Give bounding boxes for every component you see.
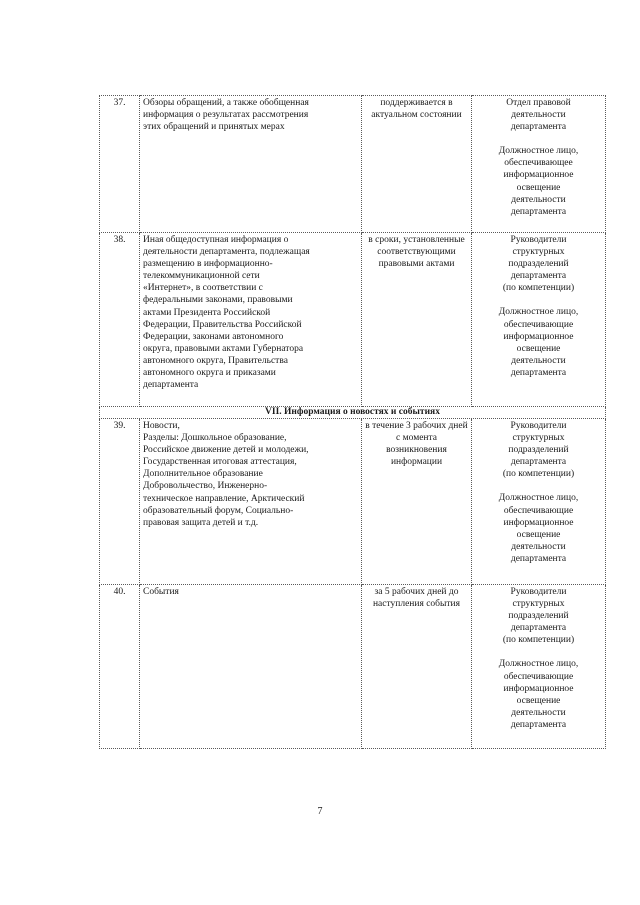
info-table bbox=[99, 95, 606, 749]
desc-line: правовая защита детей и т.д. bbox=[143, 517, 259, 528]
row-term: за 5 рабочих дней до наступления события bbox=[362, 585, 472, 749]
row-responsible bbox=[472, 96, 606, 233]
resp-line: освещение bbox=[516, 529, 561, 540]
desc-line: техническое направление, Арктический bbox=[143, 493, 305, 504]
desc-line: информация о результатах рассмотрения bbox=[143, 110, 309, 121]
resp-line: Руководители bbox=[510, 235, 567, 245]
resp-line: деятельности bbox=[511, 355, 566, 366]
desc-line: События bbox=[143, 587, 179, 597]
resp-line: информационное bbox=[503, 683, 574, 694]
row-responsible bbox=[472, 419, 606, 585]
row-number: 39. bbox=[100, 419, 140, 585]
resp-line: департамента bbox=[510, 719, 567, 730]
table-row-39 bbox=[100, 419, 606, 585]
resp-line: информационное bbox=[503, 331, 574, 342]
desc-line: округа, правовыми актами Губернатора bbox=[143, 343, 304, 354]
resp-line: Должностное лицо, bbox=[498, 493, 579, 504]
resp-line: обеспечивающие bbox=[503, 319, 574, 330]
resp-line: информационное bbox=[503, 517, 574, 528]
resp-line: департамента bbox=[510, 457, 567, 468]
desc-line: автономного округа, Правительства bbox=[143, 355, 288, 366]
row-number: 40. bbox=[100, 585, 140, 749]
desc-line: Иная общедоступная информация о bbox=[143, 235, 289, 245]
desc-line: размещению в информационно- bbox=[143, 259, 273, 270]
resp-line: обеспечивающие bbox=[503, 505, 574, 516]
resp-line: департамента bbox=[510, 271, 567, 282]
row-description bbox=[140, 585, 362, 749]
row-description bbox=[140, 419, 362, 585]
resp-line: деятельности bbox=[511, 194, 566, 205]
row-number: 38. bbox=[100, 233, 140, 407]
resp-line: Должностное лицо, bbox=[498, 659, 579, 670]
resp-line: (по компетенции) bbox=[502, 469, 575, 480]
desc-line: «Интернет», в соответствии с bbox=[143, 283, 263, 294]
desc-line: деятельности департамента, подлежащая bbox=[143, 247, 310, 258]
resp-line: структурных bbox=[512, 247, 565, 258]
section-title: VII. Информация о новостях и событиях bbox=[100, 407, 606, 419]
desc-line: Дополнительное образование bbox=[143, 469, 263, 480]
desc-line: Федерации, Правительства Российской bbox=[143, 319, 302, 330]
page-number: 7 bbox=[317, 806, 323, 817]
row-term: поддерживается в актуальном состоянии bbox=[362, 96, 472, 233]
desc-line: федеральными законами, правовыми bbox=[143, 295, 293, 306]
resp-line: (по компетенции) bbox=[502, 635, 575, 646]
row-term: в течение 3 рабочих дней с момента возникновения информации bbox=[362, 419, 472, 585]
desc-line: Разделы: Дошкольное образование, bbox=[143, 433, 287, 444]
resp-line: информационное bbox=[503, 170, 574, 181]
resp-line: деятельности bbox=[511, 707, 566, 718]
spacer bbox=[475, 646, 602, 658]
desc-line: актами Президента Российской bbox=[143, 307, 271, 318]
table-row-37 bbox=[100, 96, 606, 233]
resp-line: Руководители bbox=[510, 421, 567, 431]
resp-line: Должностное лицо, bbox=[498, 146, 579, 157]
resp-line: департамента bbox=[510, 367, 567, 378]
resp-line: департамента bbox=[510, 122, 567, 133]
resp-line: освещение bbox=[516, 182, 561, 193]
table-body bbox=[100, 96, 606, 749]
desc-line: Обзоры обращений, а также обобщенная bbox=[143, 98, 309, 108]
desc-line: Добровольчество, Инженерно- bbox=[143, 481, 268, 492]
spacer bbox=[475, 294, 602, 306]
desc-line: образовательный форум, Социально- bbox=[143, 505, 294, 516]
resp-line: структурных bbox=[512, 599, 565, 610]
row-term: в сроки, установленные соответствующими правовыми актами bbox=[362, 233, 472, 407]
resp-line: деятельности bbox=[511, 541, 566, 552]
desc-line: этих обращений и принятых мерах bbox=[143, 122, 285, 133]
table-row-38 bbox=[100, 233, 606, 407]
table-row-40 bbox=[100, 585, 606, 749]
row-responsible bbox=[472, 585, 606, 749]
resp-line: освещение bbox=[516, 695, 561, 706]
spacer bbox=[475, 133, 602, 145]
resp-line: департамента bbox=[510, 553, 567, 564]
spacer bbox=[475, 480, 602, 492]
resp-line: (по компетенции) bbox=[502, 283, 575, 294]
resp-line: подразделений bbox=[508, 445, 569, 456]
row-description bbox=[140, 96, 362, 233]
resp-line: деятельности bbox=[511, 110, 566, 121]
desc-line: Федерации, законами автономного bbox=[143, 331, 284, 342]
resp-line: обеспечивающее bbox=[504, 158, 573, 169]
desc-line: автономного округа и приказами bbox=[143, 368, 276, 379]
desc-line: Российское движение детей и молодежи, bbox=[143, 445, 309, 456]
desc-line: Новости, bbox=[143, 421, 180, 431]
row-number: 37. bbox=[100, 96, 140, 233]
resp-line: подразделений bbox=[508, 611, 569, 622]
resp-line: департамента bbox=[510, 206, 567, 217]
resp-line: обеспечивающие bbox=[503, 671, 574, 682]
desc-line: департамента bbox=[143, 380, 199, 391]
row-description bbox=[140, 233, 362, 407]
section-header-row bbox=[100, 407, 606, 419]
resp-line: департамента bbox=[510, 623, 567, 634]
resp-line: подразделений bbox=[508, 259, 569, 270]
desc-line: Государственная итоговая аттестация, bbox=[143, 457, 297, 468]
desc-line: телекоммуникационной сети bbox=[143, 271, 260, 282]
resp-line: структурных bbox=[512, 433, 565, 444]
resp-line: Отдел правовой bbox=[506, 98, 571, 108]
resp-line: Должностное лицо, bbox=[498, 307, 579, 318]
resp-line: Руководители bbox=[510, 587, 567, 597]
row-responsible bbox=[472, 233, 606, 407]
resp-line: освещение bbox=[516, 343, 561, 354]
